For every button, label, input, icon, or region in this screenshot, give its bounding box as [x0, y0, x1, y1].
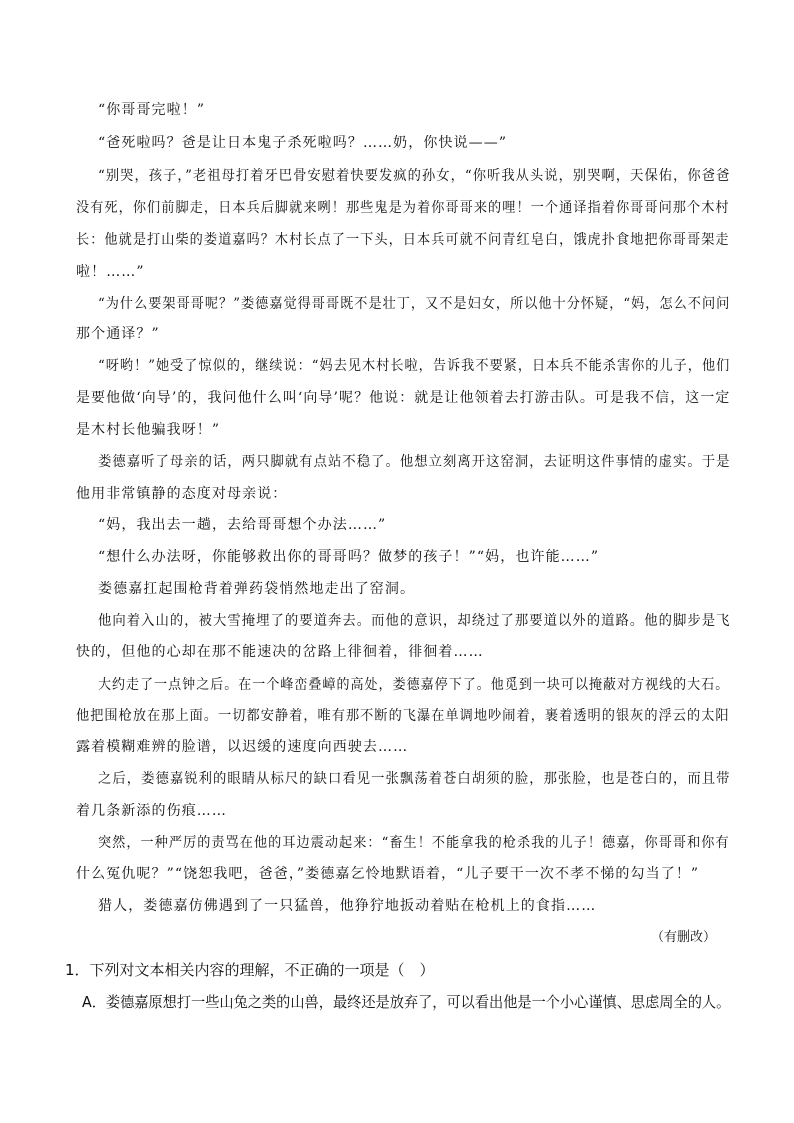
story-line: “为什么要架哥哥呢？”娄德嘉觉得哥哥既不是壮丁，又不是妇女，所以他十分怀疑，“妈，怎么不问问	[98, 296, 731, 312]
story-line: 娄德嘉听了母亲的话，两只脚就有点站不稳了。他想立刻离开这窑洞，去证明这件事情的虚实。于是	[98, 454, 731, 470]
story-line: 突然，一种严厉的责骂在他的耳边震动起来：“畜生！不能拿我的枪杀我的儿子！德嘉，你哥哥和你有	[98, 835, 730, 851]
story-line: 他把围枪放在那上面。一切都安静着，唯有那不断的飞瀑在单调地吵闹着，裹着透明的银灰的浮云的太阳	[76, 708, 730, 724]
story-line: 没有死，你们前脚走，日本兵后脚就来咧！那些鬼是为着你哥哥来的哩！一个通译指着你哥哥问那个木村	[76, 200, 730, 216]
story-line: 他用非常镇静的态度对母亲说：	[76, 486, 288, 502]
story-line: “你哥哥完啦！”	[98, 102, 206, 118]
story-line: 啦！……”	[76, 264, 145, 280]
story-line: “别哭，孩子，”老祖母打着牙巴骨安慰着快要发疯的孙女，“你听我从头说，别哭啊，天保佑，你爸爸	[98, 168, 731, 184]
story-line: 大约走了一点钟之后。在一个峰峦叠嶂的高处，娄德嘉停下了。他觅到一块可以掩蔽对方视线的大石。	[98, 677, 730, 693]
story-line: 之后，娄德嘉锐利的眼睛从标尺的缺口看见一张飘荡着苍白胡须的脸，那张脸，也是苍白的，而且带	[98, 771, 731, 787]
story-line: 那个通译？”	[76, 326, 160, 342]
story-line: “想什么办法呀，你能够救出你的哥哥吗？做梦的孩子！”“妈，也许能……”	[98, 549, 600, 565]
question-stem: 1．下列对文本相关内容的理解，不正确的一项是（ ）	[65, 961, 435, 979]
story-line: 他向着入山的，被大雪掩埋了的要道奔去。而他的意识，却绕过了那要道以外的道路。他的脚步是飞	[98, 613, 731, 629]
source-note: （有删改）	[650, 930, 716, 945]
story-line: 是要他做‘向导’的，我问他什么叫‘向导’呢？他说：就是让他领着去打游击队。可是我不信，这一定	[76, 390, 731, 406]
story-line: “呀哟！”她受了惊似的，继续说：“妈去见木村长啦，告诉我不要紧，日本兵不能杀害你的儿子，他们	[98, 358, 731, 374]
story-line: 猎人，娄德嘉仿佛遇到了一只猛兽，他狰狞地扳动着贴在枪机上的食指……	[98, 898, 597, 914]
question-option-a: A．娄德嘉原想打一些山兔之类的山兽，最终还是放弃了，可以看出他是一个小心谨慎、思虑周全的人。	[82, 993, 731, 1011]
story-line: 娄德嘉扛起围枪背着弹药袋悄然地走出了窑洞。	[98, 581, 416, 597]
story-line: 露着模糊难辨的脸谱，以迟缓的速度向西驶去……	[76, 739, 409, 755]
story-line: “爸死啦吗？爸是让日本鬼子杀死啦吗？……奶，你快说——”	[98, 135, 508, 151]
story-line: 什么冤仇呢？”“饶恕我吧，爸爸，”娄德嘉乞怜地默语着，“儿子要干一次不孝不悌的勾当了！”	[76, 866, 700, 882]
story-line: “妈，我出去一趟，去给哥哥想个办法……”	[98, 517, 387, 533]
story-line: 着几条新添的伤痕……	[76, 803, 227, 819]
story-line: 是木村长他骗我呀！”	[76, 422, 221, 438]
story-line: 快的，但他的心却在那不能速决的岔路上徘徊着，徘徊着……	[76, 644, 484, 660]
story-line: 长：他就是打山柴的娄道嘉吗？木村长点了一下头，日本兵可就不问青红皂白，饿虎扑食地把你哥哥架走	[76, 232, 730, 248]
